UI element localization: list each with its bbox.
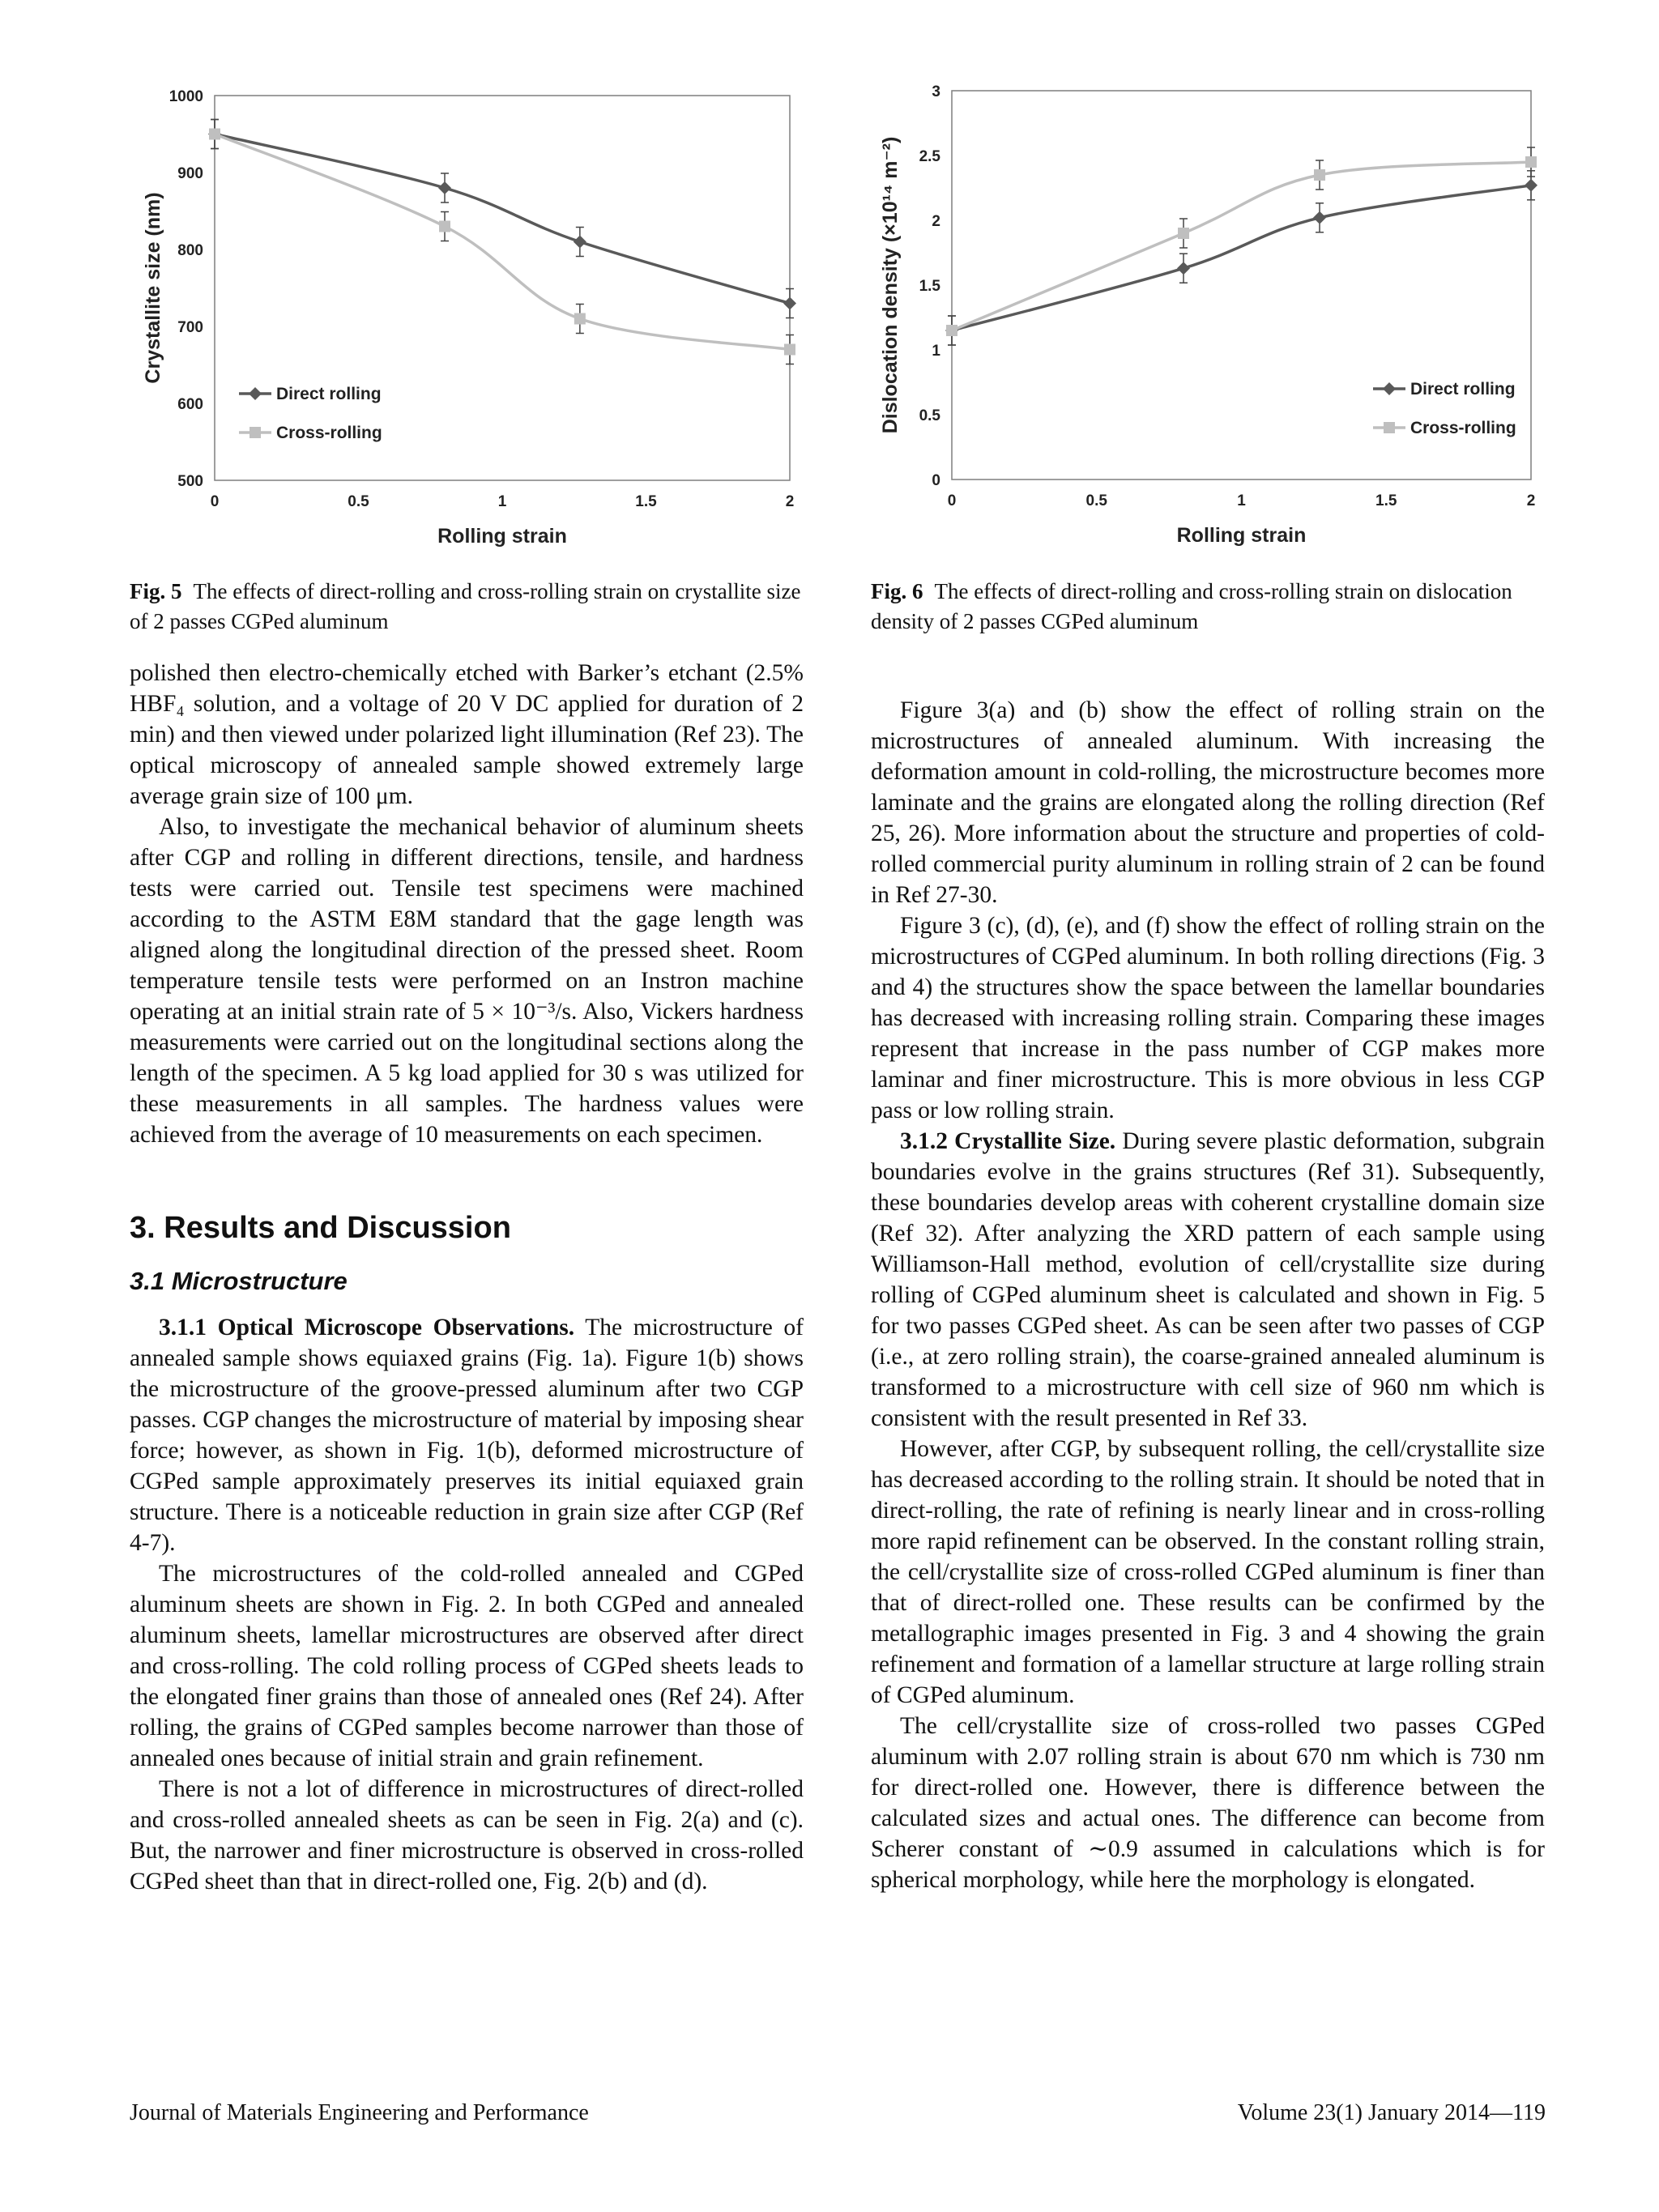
series-line xyxy=(952,185,1531,330)
figure-5-chart xyxy=(130,81,810,551)
series-line xyxy=(215,134,790,304)
data-point-diamond xyxy=(1177,262,1190,275)
data-point-square xyxy=(439,221,450,232)
y-tick-label: 900 xyxy=(177,165,203,182)
paragraph: There is not a lot of difference in microstructures of direct-rolled and cross-rolled annealed sheets as can be seen in Fig. 2(a) and (c). But, the narrower and finer microstructure is observed in cross-rolled CGPed sheet than that in direct-rolled one, Fig. 2(b) and (d). xyxy=(130,1776,804,1894)
y-tick-label: 1 xyxy=(932,343,940,360)
paragraph: Figure 3(a) and (b) show the effect of rolling strain on the microstructures of annealed aluminum. With increasing the deformation amount in cold-rolling, the microstructure becomes more laminate and the grains are elongated along the rolling direction (Ref 25, 26). More information about the structure and properties of cold-rolled commercial purity aluminum in rolling strain of 2 can be found in Ref 27-30. xyxy=(871,697,1545,908)
data-point-diamond xyxy=(574,236,586,249)
x-tick-label: 1 xyxy=(1237,492,1246,509)
footer-journal: Journal of Materials Engineering and Performance xyxy=(130,2100,589,2125)
data-point-square xyxy=(1314,169,1325,181)
paragraph-text: During severe plastic deformation, subgrain boundaries evolve in the grains structures (Ref 31). Subsequently, these boundaries develop areas with coherent crystalline domain size (Ref 32). After analyzing the XRD pattern of each sample using Williamson-Hall method, evolution of cell/crystallite size during rolling of CGPed aluminum sheet is calculated and shown in Fig. 5 for two passes CGPed sheet. As can be seen after two passes of CGP (i.e., at zero rolling strain), the coarse-grained annealed aluminum is transformed to a microstructure with cell size of 960 nm which is consistent with the result presented in Ref 33. xyxy=(871,1128,1546,1431)
legend-label: Direct rolling xyxy=(1410,380,1516,399)
x-tick-label: 0.5 xyxy=(1085,492,1107,509)
figure-6-caption xyxy=(871,577,1545,637)
paragraph: The microstructures of the cold-rolled annealed and CGPed aluminum sheets are shown in Fig. 2. In both CGPed and annealed aluminum sheets, lamellar microstructures are observed after direct and cross-rolling. The cold rolling process of CGPed sheets leads to the elongated finer grains than those of annealed ones (Ref 24). After rolling, the grains of CGPed samples become narrower than those of annealed ones because of initial strain and grain refinement. xyxy=(130,1561,804,1771)
y-axis-label: Crystallite size (nm) xyxy=(142,192,164,384)
x-tick-label: 0.5 xyxy=(348,493,369,510)
legend-label: Direct rolling xyxy=(276,385,382,403)
x-axis-label: Rolling strain xyxy=(1176,524,1307,547)
y-tick-label: 800 xyxy=(177,242,203,259)
paragraph xyxy=(871,1126,1545,1434)
x-tick-label: 0 xyxy=(210,493,220,510)
figure-6-caption-label: Fig. 6 xyxy=(871,579,923,603)
paragraph: polished then electro-chemically etched with Barker’s etchant (2.5% HBF₄ solution, and a voltage of 20 V DC applied for duration of 2 min) and then viewed under polarized light illumination (Ref 23). The optical microscopy of annealed sample showed extremely large average grain size of 100 μm. xyxy=(130,660,804,809)
x-tick-label: 0 xyxy=(947,492,957,509)
right-column xyxy=(871,695,1545,1895)
data-point-square xyxy=(574,313,586,325)
paragraph: The cell/crystallite size of cross-rolled two passes CGPed aluminum with 2.07 rolling strain is about 670 nm which is 730 nm for direct-rolled one. However, there is difference between the calculated sizes and actual ones. The difference can become from Scherer constant of ∼0.9 assumed in calculations which is for spherical morphology, while here the morphology is elongated. xyxy=(871,1713,1545,1893)
section-title: 3. Results and Discussion xyxy=(130,1211,511,1245)
footer-volume-page: Volume 23(1) January 2014—119 xyxy=(1237,2100,1546,2125)
y-tick-label: 1.5 xyxy=(919,278,940,295)
x-tick-label: 1.5 xyxy=(1375,492,1397,509)
y-tick-label: 600 xyxy=(177,396,203,413)
figure-5-caption xyxy=(130,577,804,637)
subsubsection-heading: 3.1.2 Crystallite Size. xyxy=(900,1128,1116,1154)
y-tick-label: 0.5 xyxy=(919,407,940,424)
data-point-diamond xyxy=(1313,211,1326,224)
paragraph: Figure 3 (c), (d), (e), and (f) show the effect of rolling strain on the microstructures of CGPed aluminum. In both rolling directions (Fig. 3 and 4) the structures show the space between the lamellar boundaries has decreased with increasing rolling strain. Comparing these images represent that increase in the pass number of CGP makes more laminar and finer microstructure. This is more obvious in less CGP pass or low rolling strain. xyxy=(871,913,1545,1123)
x-axis-label: Rolling strain xyxy=(437,525,567,548)
dislocation-density-chart xyxy=(867,81,1555,551)
subsection-title: 3.1 Microstructure xyxy=(130,1267,348,1295)
paragraph: Also, to investigate the mechanical behavior of aluminum sheets after CGP and rolling in different directions, tensile, and hardness tests were carried out. Tensile test specimens were machined according to the ASTM E8M standard that the gage length was aligned along the longitudinal direction of the pressed sheet. Room temperature tensile tests were performed on an Instron machine operating at an initial strain rate of 5 × 10⁻³/s. Also, Vickers hardness measurements were carried out on the longitudinal sections along the length of the specimen. A 5 kg load applied for 30 s was utilized for these measurements in all samples. The hardness values were achieved from the average of 10 measurements on each specimen. xyxy=(130,814,804,1148)
x-tick-label: 2 xyxy=(1526,492,1536,509)
y-tick-label: 700 xyxy=(177,319,203,336)
figure-6-caption-text: The effects of direct-rolling and cross-rolling strain on dislocation density of 2 passes CGPed aluminum xyxy=(871,579,1512,633)
data-point-diamond xyxy=(438,181,451,194)
y-tick-label: 3 xyxy=(932,83,940,100)
data-point-square xyxy=(1525,156,1537,168)
x-tick-label: 1 xyxy=(497,493,507,510)
y-axis-label: Dislocation density (×10¹⁴ m⁻²) xyxy=(879,136,902,434)
data-point-square xyxy=(209,129,220,140)
series-line xyxy=(215,134,790,350)
subsubsection-heading: 3.1.1 Optical Microscope Observations. xyxy=(159,1315,575,1340)
y-tick-label: 0 xyxy=(932,472,940,489)
paragraph: However, after CGP, by subsequent rolling, the cell/crystallite size has decreased according to the rolling strain. It should be noted that in direct-rolling, the rate of refining is nearly linear and in cross-rolling more rapid refinement can be observed. In the constant rolling strain, the cell/crystallite size of cross-rolled CGPed aluminum is finer than that of direct-rolled one. These results can be confirmed by the metallographic images presented in Fig. 3 and 4 showing the grain refinement and formation of a lamellar structure at large rolling strain of CGPed aluminum. xyxy=(871,1436,1545,1708)
legend-marker xyxy=(1383,382,1396,395)
legend-marker xyxy=(1384,422,1395,433)
legend-marker xyxy=(249,387,262,400)
y-tick-label: 500 xyxy=(177,473,203,490)
data-point-square xyxy=(946,325,957,336)
x-tick-label: 1.5 xyxy=(635,493,657,510)
crystallite-size-chart xyxy=(130,81,810,551)
legend-marker xyxy=(249,427,261,438)
figure-5-caption-label: Fig. 5 xyxy=(130,579,182,603)
data-point-square xyxy=(784,344,795,356)
paragraph xyxy=(130,1312,804,1558)
y-tick-label: 2 xyxy=(932,213,940,230)
figure-6-chart xyxy=(867,81,1555,551)
figure-5-caption-text: The effects of direct-rolling and cross-rolling strain on crystallite size of 2 passes CGPed aluminum xyxy=(130,579,801,633)
legend-label: Cross-rolling xyxy=(276,424,382,442)
data-point-square xyxy=(1178,228,1189,239)
left-column xyxy=(130,658,804,1897)
legend-label: Cross-rolling xyxy=(1410,419,1516,437)
x-tick-label: 2 xyxy=(785,493,795,510)
y-tick-label: 2.5 xyxy=(919,148,940,165)
paragraph-text: The microstructure of annealed sample shows equiaxed grains (Fig. 1a). Figure 1(b) shows the microstructure of the groove-pressed aluminum after two CGP passes. CGP changes the microstructure of material by imposing shear force; however, as shown in Fig. 1(b), deformed microstructure of CGPed sample approximately preserves its initial equiaxed grain structure. There is a noticeable reduction in grain size after CGP (Ref 4-7). xyxy=(130,1315,804,1556)
data-point-diamond xyxy=(1525,179,1537,192)
data-point-diamond xyxy=(783,297,796,310)
y-tick-label: 1000 xyxy=(168,88,203,105)
